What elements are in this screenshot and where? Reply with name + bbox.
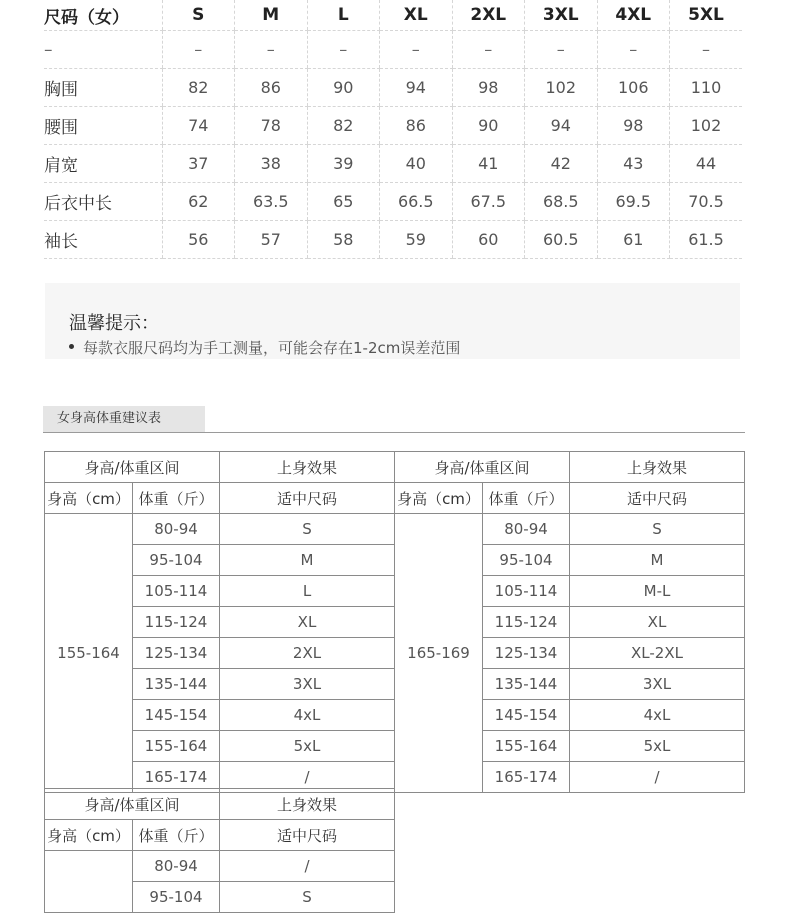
measure-value: 42 <box>525 145 598 183</box>
measure-value: 41 <box>452 145 525 183</box>
measure-value: 94 <box>380 69 453 107</box>
weight-range-cell: 95-104 <box>133 882 220 913</box>
weight-range-cell: 80-94 <box>133 514 220 545</box>
size-row <box>44 183 742 221</box>
size-column-header: 适中尺码 <box>220 820 395 851</box>
weight-column-header: 体重（斤） <box>133 483 220 514</box>
measure-value: – <box>670 31 743 69</box>
measure-value: 69.5 <box>597 183 670 221</box>
measure-value: 40 <box>380 145 453 183</box>
weight-range-cell: 135-144 <box>483 669 570 700</box>
size-cell: / <box>570 762 745 793</box>
weight-range-cell: 95-104 <box>133 545 220 576</box>
weight-range-cell: 80-94 <box>133 851 220 882</box>
size-header-cell: L <box>307 0 380 31</box>
size-header-cell: XL <box>380 0 453 31</box>
tip-box <box>45 283 740 359</box>
measure-value: 102 <box>525 69 598 107</box>
measure-value: 58 <box>307 221 380 259</box>
size-header-row <box>44 0 742 31</box>
weight-column-header: 体重（斤） <box>133 820 220 851</box>
measure-value: – <box>597 31 670 69</box>
recommend-subheader-row <box>45 483 395 514</box>
measure-value: 61.5 <box>670 221 743 259</box>
size-header-cell: 2XL <box>452 0 525 31</box>
tip-item-text: 每款衣服尺码均为手工测量，可能会存在1-2cm误差范围 <box>83 339 461 357</box>
measure-value: 102 <box>670 107 743 145</box>
recommend-header-row <box>395 452 745 483</box>
weight-range-cell: 105-114 <box>133 576 220 607</box>
measure-value: 82 <box>162 69 235 107</box>
measure-value: – <box>162 31 235 69</box>
size-column-header: 适中尺码 <box>570 483 745 514</box>
weight-range-cell: 115-124 <box>133 607 220 638</box>
size-header-cell: 3XL <box>525 0 598 31</box>
size-header-cell: M <box>235 0 308 31</box>
size-cell: M <box>570 545 745 576</box>
recommend-row <box>395 514 745 545</box>
measure-value: 86 <box>380 107 453 145</box>
size-cell: M-L <box>570 576 745 607</box>
measure-value: – <box>235 31 308 69</box>
weight-range-cell: 115-124 <box>483 607 570 638</box>
size-row <box>44 31 742 69</box>
measure-label: 后衣中长 <box>44 183 162 221</box>
measure-value: 59 <box>380 221 453 259</box>
size-cell: 5xL <box>220 731 395 762</box>
recommend-table <box>44 788 395 913</box>
size-cell: 2XL <box>220 638 395 669</box>
measure-value: 63.5 <box>235 183 308 221</box>
section-title: 女身高体重建议表 <box>43 406 205 432</box>
size-cell: XL-2XL <box>570 638 745 669</box>
weight-range-cell: 155-164 <box>483 731 570 762</box>
height-range-cell: 165-169 <box>395 514 483 793</box>
size-cell: / <box>220 851 395 882</box>
weight-range-cell: 95-104 <box>483 545 570 576</box>
measure-value: – <box>307 31 380 69</box>
measure-label: 胸围 <box>44 69 162 107</box>
measure-value: 61 <box>597 221 670 259</box>
measure-value: 65 <box>307 183 380 221</box>
size-row <box>44 69 742 107</box>
measure-value: 56 <box>162 221 235 259</box>
size-column-header: 适中尺码 <box>220 483 395 514</box>
measure-value: – <box>452 31 525 69</box>
measure-value: 90 <box>307 69 380 107</box>
measure-label: – <box>44 31 162 69</box>
measure-value: 106 <box>597 69 670 107</box>
measure-value: 60 <box>452 221 525 259</box>
recommend-row <box>45 514 395 545</box>
recommend-row <box>45 851 395 882</box>
size-cell: 5xL <box>570 731 745 762</box>
recommend-subheader-row <box>395 483 745 514</box>
height-column-header: 身高（cm） <box>395 483 483 514</box>
measure-label: 肩宽 <box>44 145 162 183</box>
measure-label: 袖长 <box>44 221 162 259</box>
measure-value: 82 <box>307 107 380 145</box>
measure-value: 39 <box>307 145 380 183</box>
size-row <box>44 107 742 145</box>
measure-value: 74 <box>162 107 235 145</box>
measure-value: 60.5 <box>525 221 598 259</box>
measure-label: 腰围 <box>44 107 162 145</box>
recommend-header-row <box>45 789 395 820</box>
weight-column-header: 体重（斤） <box>483 483 570 514</box>
weight-range-cell: 145-154 <box>483 700 570 731</box>
measure-value: 110 <box>670 69 743 107</box>
measure-value: 67.5 <box>452 183 525 221</box>
size-header-cell: 4XL <box>597 0 670 31</box>
range-header: 身高/体重区间 <box>395 452 570 483</box>
weight-range-cell: 125-134 <box>133 638 220 669</box>
size-cell: M <box>220 545 395 576</box>
range-header: 身高/体重区间 <box>45 789 220 820</box>
recommend-header-row <box>45 452 395 483</box>
measure-value: 98 <box>452 69 525 107</box>
section-header <box>43 406 745 433</box>
weight-range-cell: 125-134 <box>483 638 570 669</box>
measure-value: 70.5 <box>670 183 743 221</box>
measure-value: 43 <box>597 145 670 183</box>
weight-range-cell: 155-164 <box>133 731 220 762</box>
weight-range-cell: 165-174 <box>133 762 220 793</box>
measure-value: 38 <box>235 145 308 183</box>
weight-range-cell: 135-144 <box>133 669 220 700</box>
size-cell: L <box>220 576 395 607</box>
size-row <box>44 221 742 259</box>
tip-item <box>69 337 460 358</box>
weight-range-cell: 145-154 <box>133 700 220 731</box>
measure-value: 62 <box>162 183 235 221</box>
measure-value: 90 <box>452 107 525 145</box>
effect-header: 上身效果 <box>220 789 395 820</box>
weight-range-cell: 165-174 <box>483 762 570 793</box>
size-header-cell: 5XL <box>670 0 743 31</box>
size-cell: 4xL <box>570 700 745 731</box>
effect-header: 上身效果 <box>220 452 395 483</box>
measure-value: – <box>525 31 598 69</box>
tip-title: 温馨提示： <box>69 313 159 334</box>
size-cell: 4xL <box>220 700 395 731</box>
measure-value: 57 <box>235 221 308 259</box>
measure-value: 98 <box>597 107 670 145</box>
size-cell: XL <box>220 607 395 638</box>
size-cell: S <box>220 882 395 913</box>
size-chart-table <box>44 0 742 259</box>
height-column-header: 身高（cm） <box>45 820 133 851</box>
measure-value: 94 <box>525 107 598 145</box>
size-cell: XL <box>570 607 745 638</box>
weight-range-cell: 105-114 <box>483 576 570 607</box>
measure-value: 44 <box>670 145 743 183</box>
size-cell: / <box>220 762 395 793</box>
size-cell: 3XL <box>570 669 745 700</box>
height-column-header: 身高（cm） <box>45 483 133 514</box>
height-range-cell <box>45 851 133 913</box>
measure-value: 68.5 <box>525 183 598 221</box>
height-range-cell: 155-164 <box>45 514 133 793</box>
measure-value: 66.5 <box>380 183 453 221</box>
recommend-table <box>44 451 395 793</box>
measure-value: – <box>380 31 453 69</box>
size-column-label: 尺码（女） <box>44 0 162 31</box>
size-row <box>44 145 742 183</box>
size-header-cell: S <box>162 0 235 31</box>
effect-header: 上身效果 <box>570 452 745 483</box>
size-cell: S <box>570 514 745 545</box>
measure-value: 37 <box>162 145 235 183</box>
size-cell: 3XL <box>220 669 395 700</box>
recommend-table <box>394 451 745 793</box>
weight-range-cell: 80-94 <box>483 514 570 545</box>
measure-value: 86 <box>235 69 308 107</box>
range-header: 身高/体重区间 <box>45 452 220 483</box>
measure-value: 78 <box>235 107 308 145</box>
bullet-icon <box>69 344 74 349</box>
size-cell: S <box>220 514 395 545</box>
recommend-subheader-row <box>45 820 395 851</box>
